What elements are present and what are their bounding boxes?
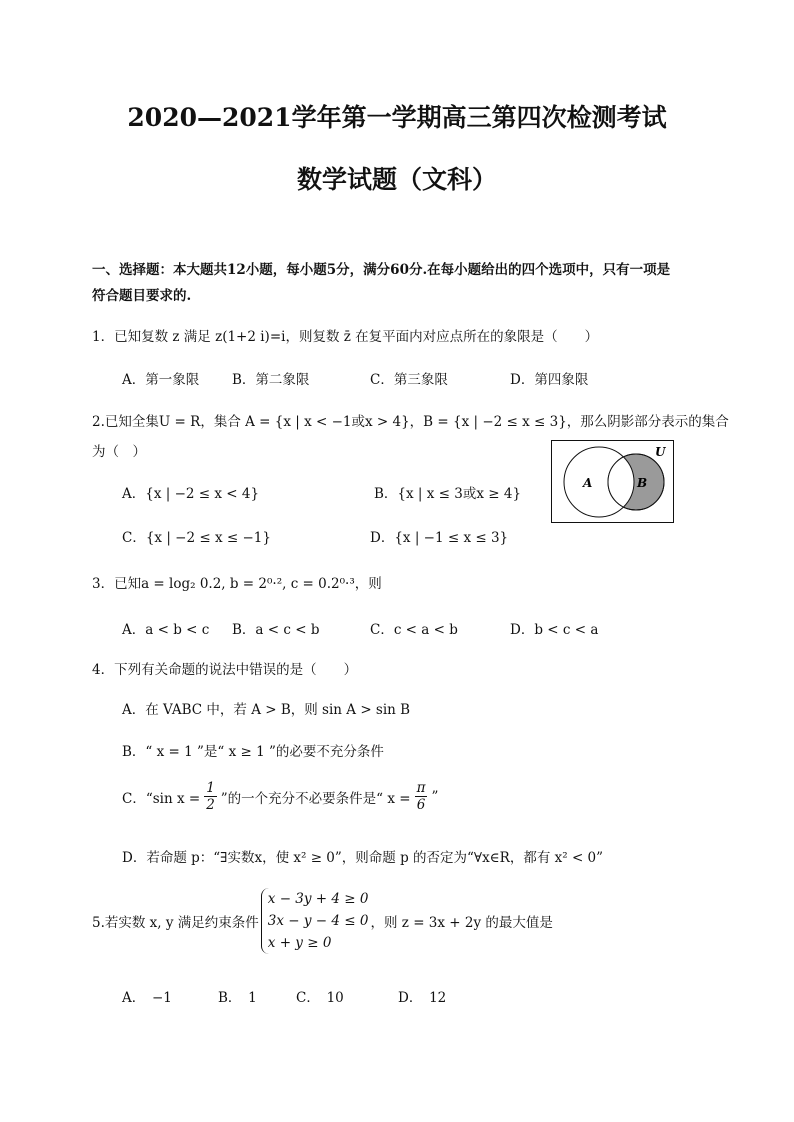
constraint-1: x − 3y + 4 ≥ 0	[267, 891, 369, 907]
fraction-one-half	[204, 780, 217, 813]
venn-diagram	[551, 440, 674, 523]
fraction-numerator: π	[416, 780, 426, 796]
constraint-system	[261, 888, 369, 954]
option-c-suffix: ”	[431, 788, 439, 805]
fraction-denominator: 2	[206, 797, 215, 813]
question-2-line2: 为（ ）	[92, 444, 146, 460]
question-2-option-c: C．{x | −2 ≤ x ≤ −1}	[122, 530, 271, 546]
fraction-numerator: 1	[206, 780, 215, 796]
question-3-option-b: B．a < c < b	[232, 622, 320, 638]
question-4-text: 4．下列有关命题的说法中错误的是（ ）	[92, 662, 358, 678]
exam-subtitle: 数学试题（文科）	[296, 165, 497, 194]
set-a-label: A	[583, 476, 593, 490]
question-2-option-d: D．{x | −1 ≤ x ≤ 3}	[370, 530, 509, 546]
question-2-option-a: A．{x | −2 ≤ x < 4}	[122, 486, 260, 502]
question-2-line1: 2.已知全集U = R，集合 A = {x | x < −1或x > 4}，B = {x | −2 ≤ x ≤ 3}，那么阴影部分表示的集合	[92, 414, 729, 430]
question-5-prefix: 5.若实数 x, y 满足约束条件	[92, 915, 259, 931]
question-3-text: 3．已知a = log₂ 0.2, b = 2⁰·², c = 0.2⁰·³，则	[92, 576, 382, 592]
question-1-option-d: D．第四象限	[510, 372, 589, 388]
question-5-option-c: C． 10	[296, 990, 344, 1006]
question-1-option-b: B．第二象限	[232, 372, 310, 388]
question-3-option-d: D．b < c < a	[510, 622, 599, 638]
question-4-option-c	[122, 780, 438, 813]
exam-title: 2020—2021学年第一学期高三第四次检测考试	[127, 103, 667, 132]
question-5-option-b: B． 1	[218, 990, 257, 1006]
constraint-3: x + y ≥ 0	[267, 935, 332, 951]
fraction-pi-sixth	[415, 780, 428, 813]
question-3-option-a: A．a < b < c	[122, 622, 210, 638]
question-1-option-c: C．第三象限	[370, 372, 448, 388]
question-5-option-a: A． −1	[122, 990, 172, 1006]
question-5-option-d: D． 12	[398, 990, 447, 1006]
set-u-label: U	[655, 445, 666, 459]
question-5-suffix: ，则 z = 3x + 2y 的最大值是	[370, 915, 553, 931]
option-c-middle: ”的一个充分不必要条件是“ x =	[220, 790, 411, 807]
question-2-option-b: B．{x | x ≤ 3或x ≥ 4}	[374, 486, 522, 502]
question-4-option-a: A．在 VABC 中，若 A > B，则 sin A > sin B	[122, 702, 411, 718]
question-1-option-a: A．第一象限	[122, 372, 200, 388]
fraction-denominator: 6	[416, 797, 426, 813]
option-c-prefix: C．“sin x =	[122, 790, 201, 807]
set-b-label: B	[637, 476, 648, 490]
constraint-2: 3x − y − 4 ≤ 0	[267, 913, 369, 929]
section-heading-line1: 一、选择题：本大题共12小题，每小题5分，满分60分.在每小题给出的四个选项中，只有一项是	[92, 262, 671, 278]
question-4-option-b: B．“ x = 1 ”是“ x ≥ 1 ”的必要不充分条件	[122, 744, 384, 760]
question-5-text	[92, 888, 553, 954]
question-4-option-d: D．若命题 p：“∃实数x，使 x² ≥ 0”，则命题 p 的否定为“∀x∈R，都有 x² < 0”	[122, 850, 604, 866]
question-3-option-c: C．c < a < b	[370, 622, 458, 638]
section-heading-line2: 符合题目要求的.	[92, 288, 192, 304]
question-1-text: 1．已知复数 z 满足 z(1+2 i)=i，则复数 z̄ 在复平面内对应点所在的象限是（ ）	[92, 329, 599, 345]
